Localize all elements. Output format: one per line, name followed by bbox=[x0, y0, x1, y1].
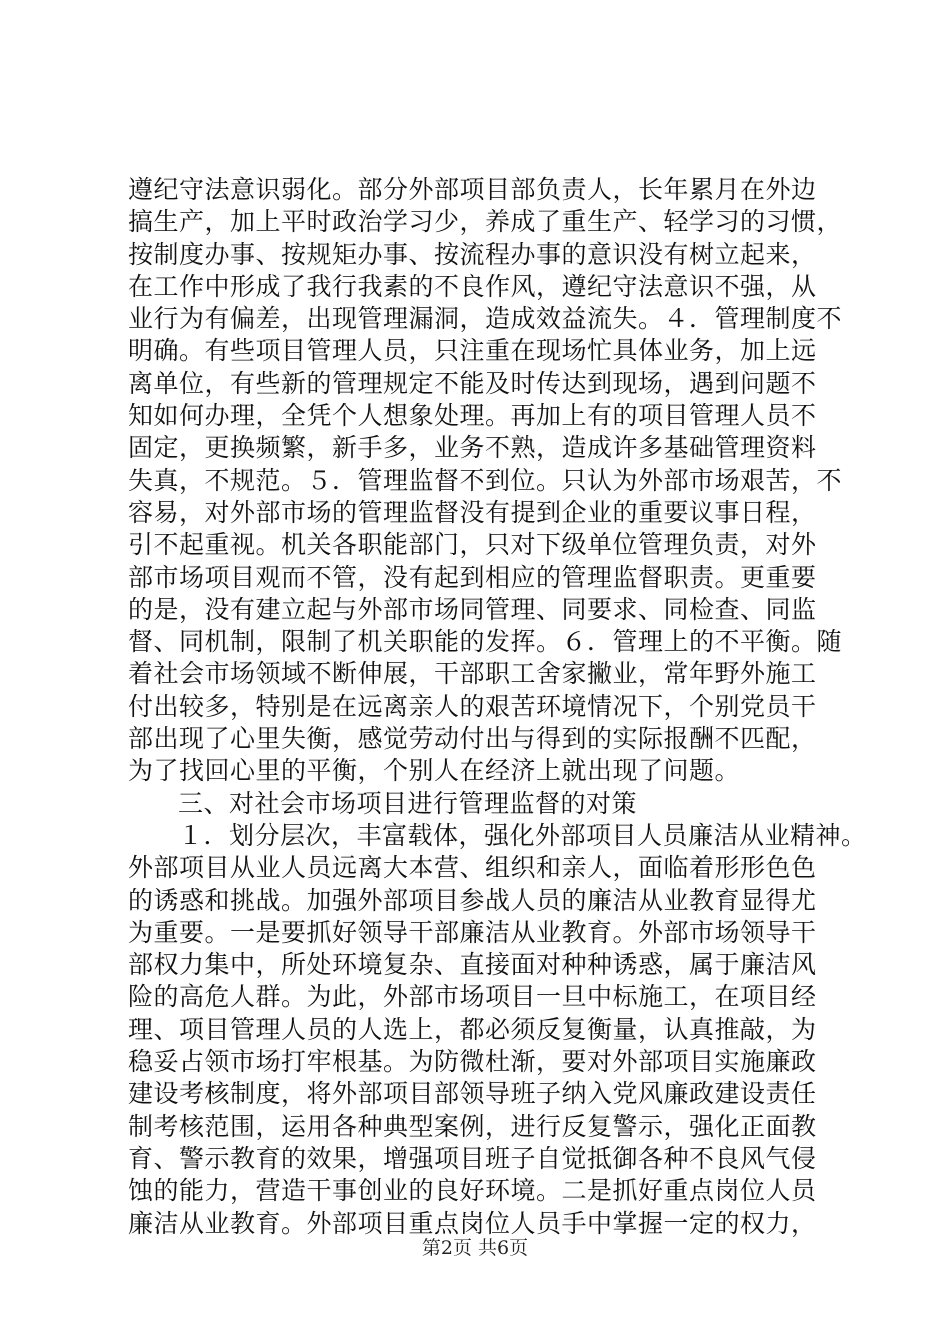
text-line: 业行为有偏差，出现管理漏洞，造成效益流失。４．管理制度不 bbox=[128, 304, 843, 334]
section-heading: 三、对社会市场项目进行管理监督的对策 bbox=[178, 788, 638, 818]
text-line: 稳妥占领市场打牢根基。为防微杜渐，要对外部项目实施廉政 bbox=[128, 1047, 817, 1077]
text-line: 部出现了心里失衡，感觉劳动付出与得到的实际报酬不匹配， bbox=[128, 724, 817, 754]
text-line: 部权力集中，所处环境复杂、直接面对种种诱惑，属于廉洁风 bbox=[128, 950, 817, 980]
text-line: 付出较多，特别是在远离亲人的艰苦环境情况下，个别党员干 bbox=[128, 691, 817, 721]
page-number: 第2页 共6页 bbox=[421, 1237, 529, 1259]
text-line: 的诱惑和挑战。加强外部项目参战人员的廉洁从业教育显得尤 bbox=[128, 885, 817, 915]
text-line: 着社会市场领域不断伸展，干部职工舍家撇业，常年野外施工 bbox=[128, 659, 817, 689]
text-line: 明确。有些项目管理人员，只注重在现场忙具体业务，加上远 bbox=[128, 336, 817, 366]
text-line: 督、同机制，限制了机关职能的发挥。６．管理上的不平衡。随 bbox=[128, 627, 843, 657]
text-line: 蚀的能力，营造干事创业的良好环境。二是抓好重点岗位人员 bbox=[128, 1176, 817, 1206]
text-line: 遵纪守法意识弱化。部分外部项目部负责人，长年累月在外边 bbox=[128, 175, 817, 204]
body-text bbox=[128, 174, 867, 1240]
text-line: 知如何办理，全凭个人想象处理。再加上有的项目管理人员不 bbox=[128, 401, 817, 431]
text-line: 为重要。一是要抓好领导干部廉洁从业教育。外部市场领导干 bbox=[128, 917, 817, 947]
text-line: 引不起重视。机关各职能部门，只对下级单位管理负责，对外 bbox=[128, 530, 817, 560]
text-line: 育、警示教育的效果，增强项目班子自觉抵御各种不良风气侵 bbox=[128, 1143, 817, 1173]
page-footer bbox=[0, 1236, 950, 1260]
text-line: 部市场项目观而不管，没有起到相应的管理监督职责。更重要 bbox=[128, 562, 817, 592]
text-line: 离单位，有些新的管理规定不能及时传达到现场，遇到问题不 bbox=[128, 368, 817, 398]
text-line: 在工作中形成了我行我素的不良作风，遵纪守法意识不强，从 bbox=[128, 271, 817, 301]
text-line: 外部项目从业人员远离大本营、组织和亲人，面临着形形色色 bbox=[128, 853, 817, 883]
text-line: 固定，更换频繁，新手多，业务不熟，造成许多基础管理资料 bbox=[128, 433, 817, 463]
text-line: 按制度办事、按规矩办事、按流程办事的意识没有树立起来， bbox=[128, 239, 817, 269]
text-line: 理、项目管理人员的人选上，都必须反复衡量，认真推敲，为 bbox=[128, 1014, 817, 1044]
text-line: 容易，对外部市场的管理监督没有提到企业的重要议事日程， bbox=[128, 497, 817, 527]
text-line: 制考核范围，运用各种典型案例，进行反复警示，强化正面教 bbox=[128, 1111, 817, 1141]
text-line: 建设考核制度，将外部项目部领导班子纳入党风廉政建设责任 bbox=[128, 1079, 817, 1109]
text-line: 险的高危人群。为此，外部市场项目一旦中标施工，在项目经 bbox=[128, 982, 817, 1012]
text-line: 搞生产，加上平时政治学习少，养成了重生产、轻学习的习惯， bbox=[128, 207, 843, 237]
text-line: 廉洁从业教育。外部项目重点岗位人员手中掌握一定的权力， bbox=[128, 1208, 817, 1238]
text-line: 为了找回心里的平衡，个别人在经济上就出现了问题。 bbox=[128, 756, 741, 786]
paragraph-first-line: １．划分层次，丰富载体，强化外部项目人员廉洁从业精神。 bbox=[178, 820, 867, 850]
text-line: 失真，不规范。５．管理监督不到位。只认为外部市场艰苦，不 bbox=[128, 465, 843, 495]
text-line: 的是，没有建立起与外部市场同管理、同要求、同检查、同监 bbox=[128, 594, 817, 624]
